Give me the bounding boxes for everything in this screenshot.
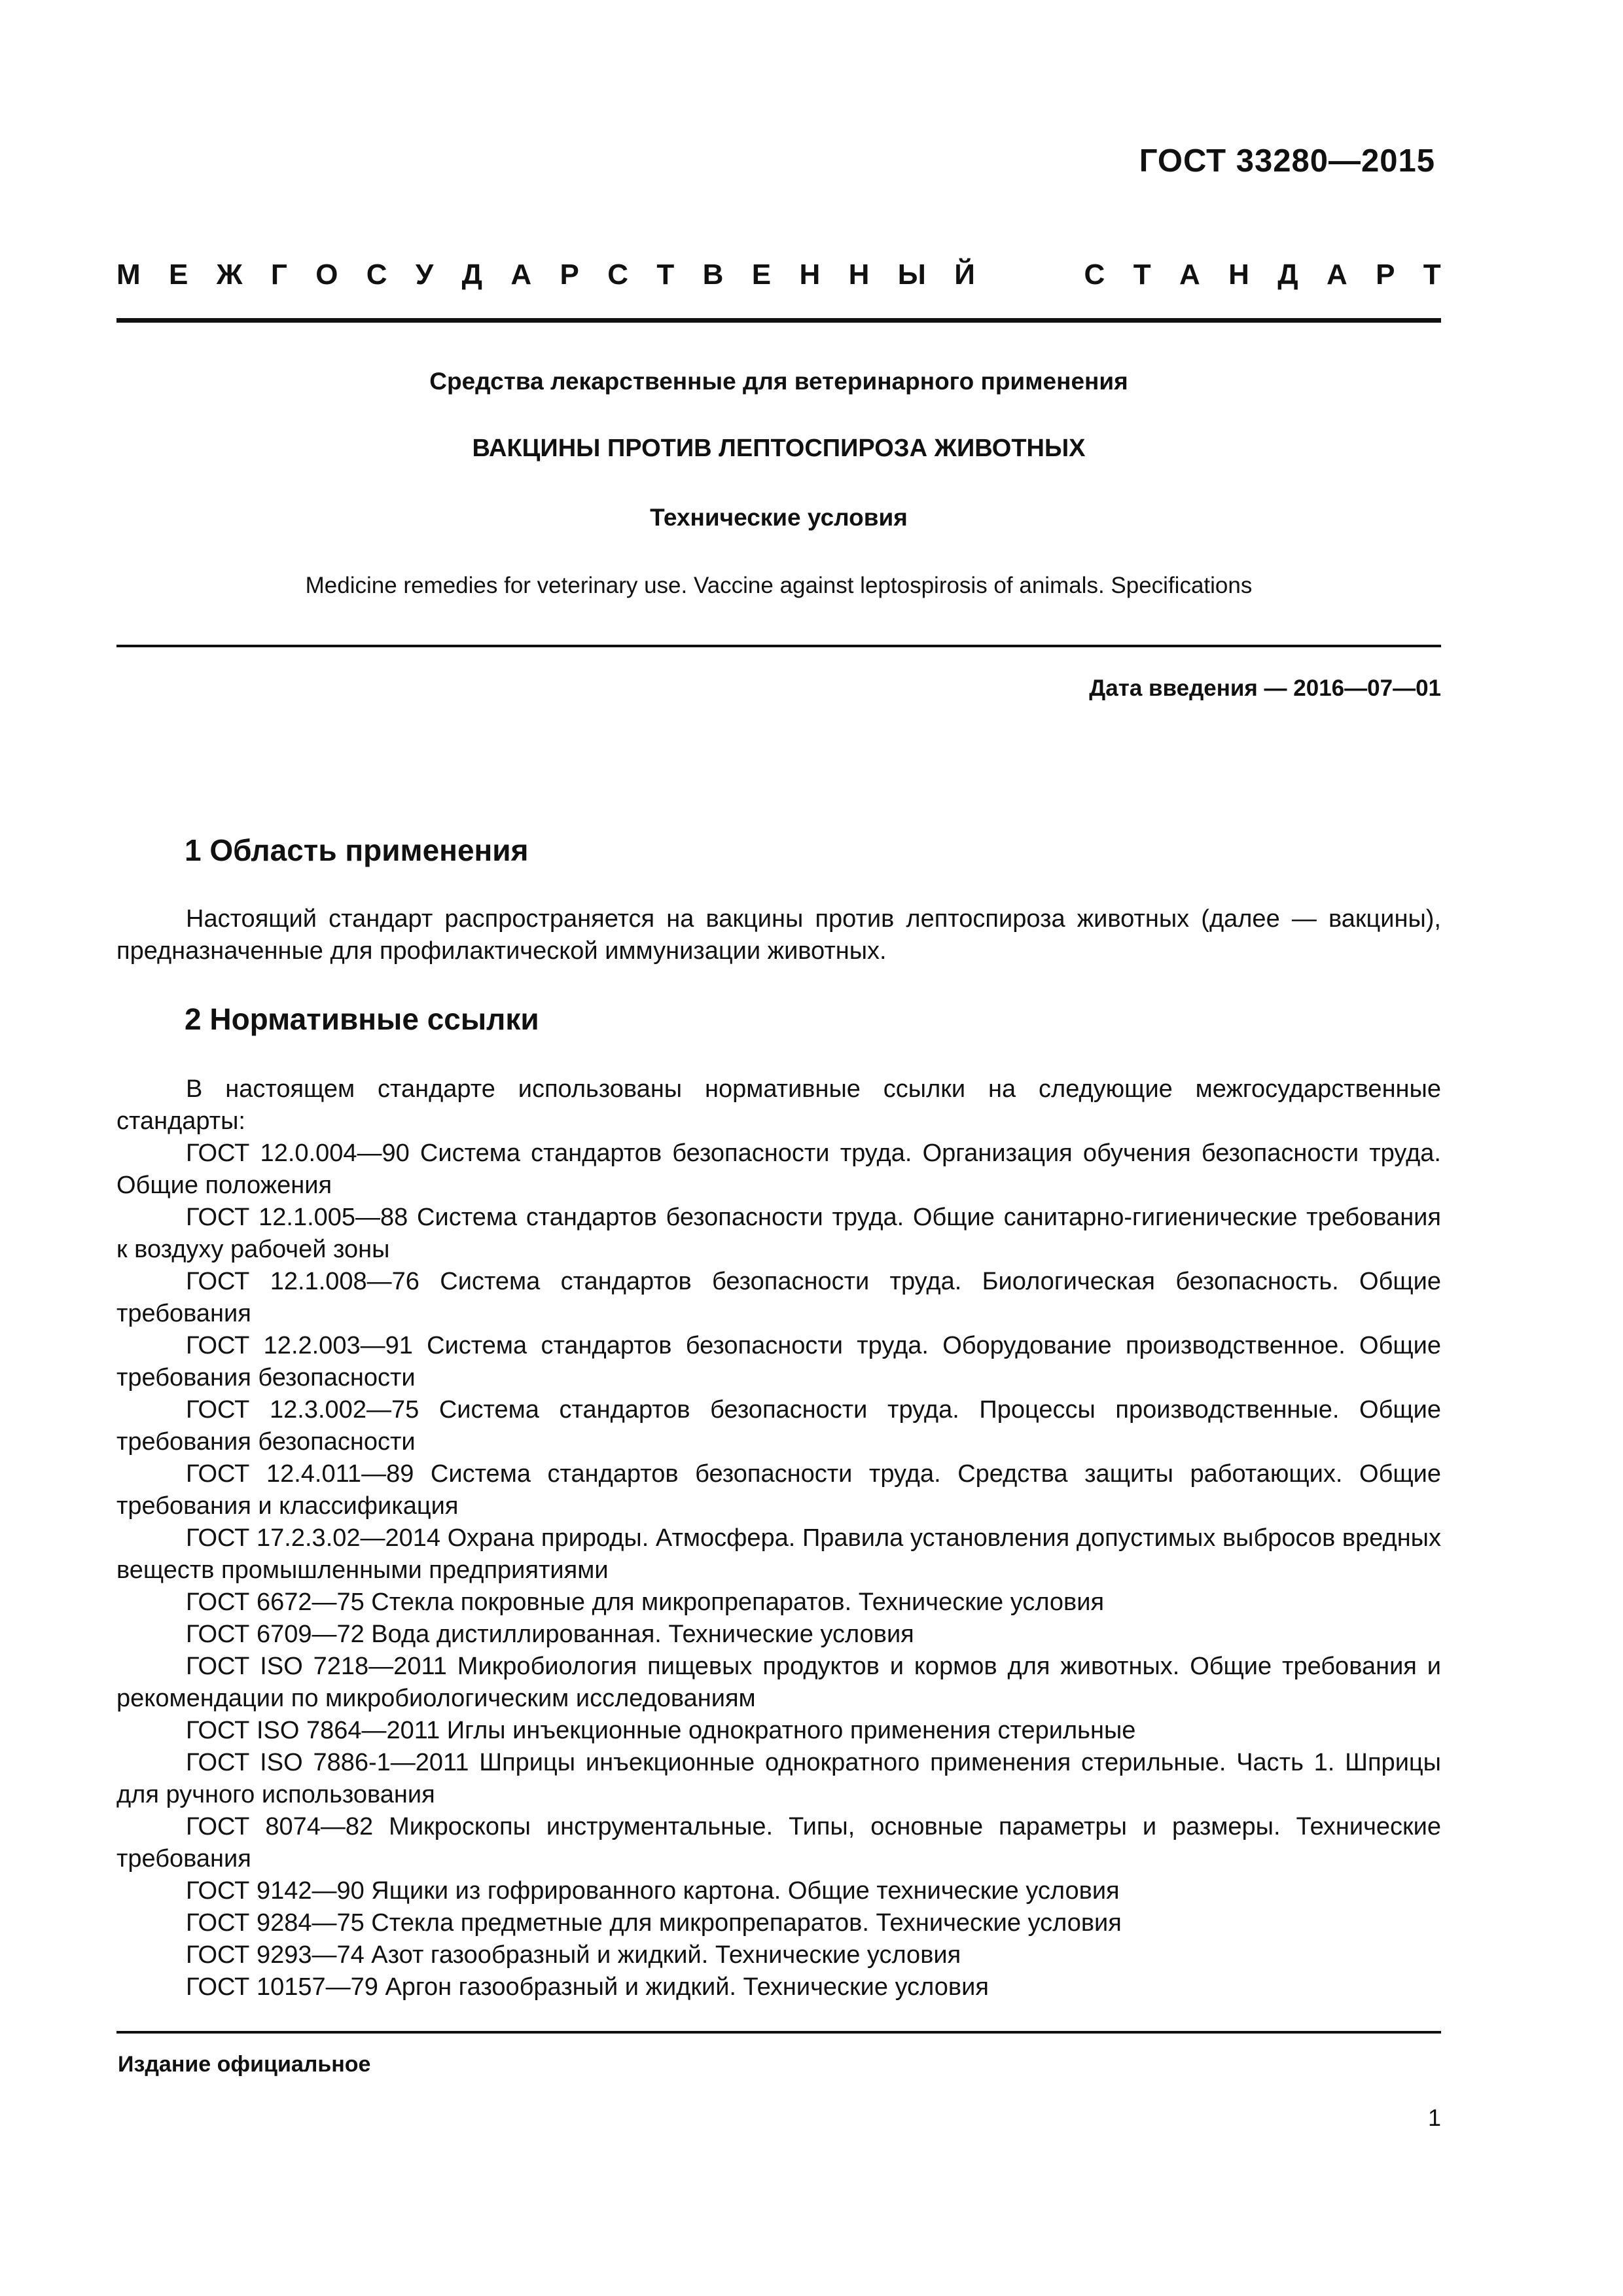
banner-letter: Н (799, 259, 821, 291)
reference-item: ГОСТ 6672—75 Стекла покровные для микропрепаратов. Технические условия (186, 1588, 1105, 1616)
banner-letter: А (510, 259, 532, 291)
references-intro: В настоящем стандарте использованы нормативные ссылки на следующие межгосударственные стандарты: (116, 1075, 1441, 1135)
english-title: Medicine remedies for veterinary use. Vaccine against leptospirosis of animals. Specifications (305, 573, 1253, 598)
reference-item: ГОСТ 12.3.002—75 Система стандартов безопасности труда. Процессы производственные. Общие требования безопасности (116, 1396, 1441, 1456)
reference-item: ГОСТ 12.1.005—88 Система стандартов безопасности труда. Общие санитарно-гигиенические требования к воздуху рабочей зоны (116, 1204, 1441, 1263)
document-subtitle: Технические условия (650, 504, 908, 531)
page-number: 1 (1427, 2104, 1441, 2131)
reference-item: ГОСТ 9293—74 Азот газообразный и жидкий. Технические условия (186, 1941, 961, 1969)
banner-letter: Й (954, 259, 975, 291)
reference-item: ГОСТ 9284—75 Стекла предметные для микропрепаратов. Технические условия (186, 1909, 1122, 1937)
section-heading-references: 2 Нормативные ссылки (185, 1002, 539, 1036)
banner-letter: Ы (897, 259, 926, 291)
introduction-date: Дата введения — 2016—07—01 (1089, 675, 1441, 701)
banner-letter: У (415, 259, 434, 291)
reference-item: ГОСТ 17.2.3.02—2014 Охрана природы. Атмосфера. Правила установления допустимых выбросов вредных веществ промышленными предприятиями (116, 1524, 1441, 1584)
banner-letter: С (366, 259, 387, 291)
header-divider (116, 318, 1441, 323)
banner-letter: Т (656, 259, 675, 291)
banner-letter: С (1084, 259, 1105, 291)
reference-item: ГОСТ 6709—72 Вода дистиллированная. Технические условия (186, 1621, 914, 1648)
banner-letter: Н (1228, 259, 1249, 291)
reference-item: ГОСТ ISO 7864—2011 Иглы инъекционные однократного применения стерильные (186, 1717, 1136, 1744)
reference-item: ГОСТ 12.0.004—90 Система стандартов безопасности труда. Организация обучения безопасности труда. Общие положения (116, 1139, 1441, 1199)
banner-letter: Р (560, 259, 579, 291)
banner-letter: Е (751, 259, 772, 291)
reference-item: ГОСТ ISO 7218—2011 Микробиология пищевых продуктов и кормов для животных. Общие требования и рекомендации по микробиологическим исследованиям (116, 1653, 1441, 1712)
banner-letter: Д (461, 259, 483, 291)
banner-letter: Е (169, 259, 188, 291)
banner-letter: Т (1423, 259, 1441, 291)
reference-item: ГОСТ 12.4.011—89 Система стандартов безопасности труда. Средства защиты работающих. Общие требования и классификация (116, 1460, 1441, 1520)
gost-code: ГОСТ 33280—2015 (1139, 143, 1435, 179)
scope-paragraph: Настоящий стандарт распространяется на вакцины против лептоспироза животных (далее — вакцины), предназначенные для профилактической иммунизации животных. (116, 905, 1441, 965)
title-divider (116, 645, 1441, 647)
banner-letter: Ж (216, 259, 243, 291)
banner-letter: Д (1277, 259, 1298, 291)
banner-letter: А (1326, 259, 1347, 291)
section-scope (116, 903, 1441, 967)
reference-item: ГОСТ ISO 7886-1—2011 Шприцы инъекционные однократного применения стерильные. Часть 1. Шприцы для ручного использования (116, 1749, 1441, 1808)
reference-item: ГОСТ 8074—82 Микроскопы инструментальные. Типы, основные параметры и размеры. Технические требования (116, 1813, 1441, 1873)
footer-divider (116, 2031, 1441, 2034)
banner-letter: Г (270, 259, 287, 291)
section-references (116, 1073, 1441, 2003)
reference-item: ГОСТ 9142—90 Ящики из гофрированного картона. Общие технические условия (186, 1877, 1120, 1905)
banner-letter: Н (848, 259, 870, 291)
banner-letter: О (315, 259, 338, 291)
standard-type-banner (116, 252, 1441, 298)
document-category: Средства лекарственные для ветеринарного применения (429, 368, 1128, 395)
banner-letter: В (702, 259, 724, 291)
banner-letter: А (1179, 259, 1200, 291)
banner-letter: М (116, 259, 141, 291)
reference-item: ГОСТ 12.1.008—76 Система стандартов безопасности труда. Биологическая безопасность. Общие требования (116, 1268, 1441, 1327)
banner-letter: С (607, 259, 629, 291)
official-edition-label: Издание официальное (118, 2052, 371, 2077)
reference-item: ГОСТ 12.2.003—91 Система стандартов безопасности труда. Оборудование производственное. Общие требования безопасности (116, 1332, 1441, 1391)
reference-item: ГОСТ 10157—79 Аргон газообразный и жидкий. Технические условия (186, 1973, 989, 2001)
section-heading-scope: 1 Область применения (185, 833, 529, 867)
document-title: ВАКЦИНЫ ПРОТИВ ЛЕПТОСПИРОЗА ЖИВОТНЫХ (472, 435, 1086, 462)
banner-letter: Т (1133, 259, 1151, 291)
banner-letter: Р (1376, 259, 1395, 291)
